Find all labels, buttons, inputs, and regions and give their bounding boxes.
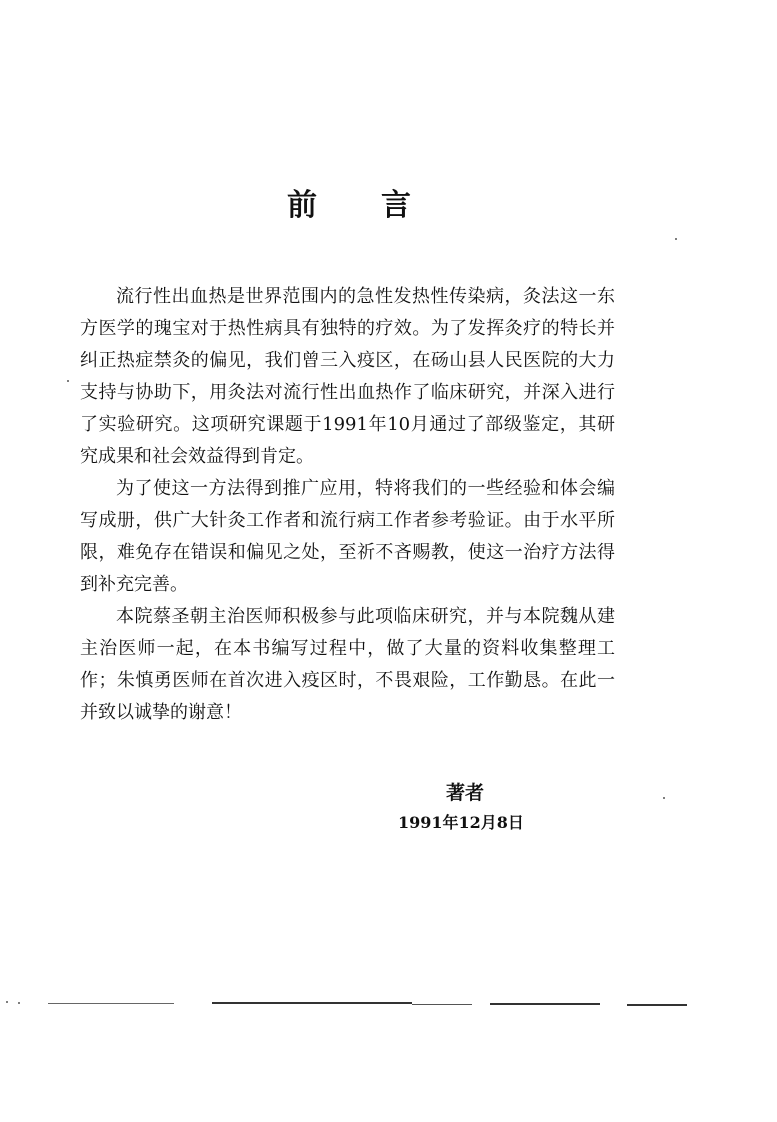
scan-speck xyxy=(663,797,665,799)
preface-body xyxy=(80,281,615,729)
scan-rule-segment xyxy=(627,1004,687,1006)
scan-speck xyxy=(67,380,69,382)
paragraph-3: 本院蔡圣朝主治医师积极参与此项临床研究，并与本院魏从建主治医师一起，在本书编写过程中，做了大量的资料收集整理工作；朱慎勇医师在首次进入疫区时，不畏艰险，工作勤恳。在此一并致以诚挚的谢意！ xyxy=(80,606,615,723)
paragraph-2: 为了使这一方法得到推广应用，特将我们的一些经验和体会编写成册，供广大针灸工作者和流行病工作者参考验证。由于水平所限，难免存在错误和偏见之处，至祈不吝赐教，使这一治疗方法得到补充完善。 xyxy=(80,478,615,595)
title-char-1: 前 xyxy=(287,188,319,223)
scan-speck xyxy=(18,1002,20,1004)
scan-speck xyxy=(675,238,677,240)
scan-rule-segment xyxy=(412,1004,472,1005)
scan-rule-segment xyxy=(212,1002,412,1004)
scan-rule-segment xyxy=(490,1003,600,1005)
author-signature: 著者 xyxy=(446,782,485,804)
paragraph-1: 流行性出血热是世界范围内的急性发热性传染病，灸法这一东方医学的瑰宝对于热性病具有独特的疗效。为了发挥灸疗的特长并纠正热症禁灸的偏见，我们曾三入疫区，在砀山县人民医院的大力支持与协助下，用灸法对流行性出血热作了临床研究，并深入进行了实验研究。这项研究课题于1991年10月通过了部级鉴定，其研究成果和社会效益得到肯定。 xyxy=(80,286,615,467)
title-char-2: 言 xyxy=(381,188,413,223)
signature-date: 1991年12月8日 xyxy=(398,813,524,832)
scan-rule-segment xyxy=(48,1003,174,1004)
page-title xyxy=(0,180,700,224)
scan-speck xyxy=(6,1001,8,1003)
